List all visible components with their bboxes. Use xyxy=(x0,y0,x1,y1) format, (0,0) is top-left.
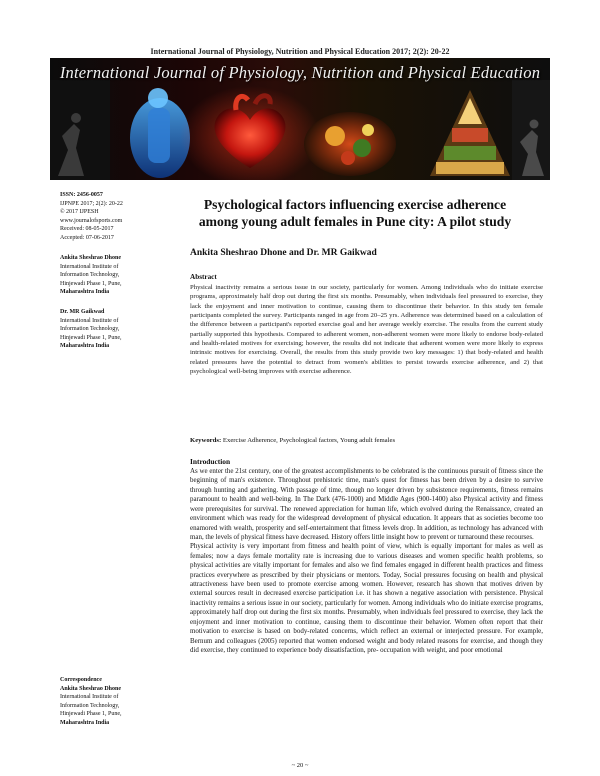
page-number: ~ 20 ~ xyxy=(291,762,309,769)
affiliation-line: Hinjewadi Phase 1, Pune, xyxy=(60,334,122,341)
article-authors: Ankita Sheshrao Dhone and Dr. MR Gaikwad xyxy=(190,248,377,258)
paragraph: Physical activity is very important from fitness and health point of view, which is equally important for males as well as females; now a days female mortality rate is increasing due to various diseases and women specific health problems, so physical activities are vitally important for females and also we find females engaged in different health practices and fitness practices everywhere as prescribed by their physicians or mentors. Today, Social pressures focusing on health and physical attractiveness have been used to promote exercise among women. However, research has shown that motives driven by external sources result in decreased exercise participation i.e. it has shown a negative association with persistence. Physical inactivity remains a serious issue in our society, particularly for women. Among individuals who do initiate exercise programs, approximately half drop out during the first six months. Presumably, when individuals feel pressured to exercise, they lack the enjoyment and inner motivation to continue, causing them to discontinue their behavior. Women often report that their motivation to exercise is based on body-related concerns, which reflect an external or interjected pressure. For example, Bernum and colleagues (2005) reported that women endorsed weight and body related reasons for exercise, and though they did exercise, they continued to experience body dissatisfaction, pre- occupation with weight, and poor emotional xyxy=(190,542,543,655)
keywords-label: Keywords: xyxy=(190,437,222,444)
author-affiliation-1 xyxy=(60,254,160,297)
banner-title: International Journal of Physiology, Nutrition and Physical Education xyxy=(59,63,541,82)
affiliation-line: Hinjewadi Phase 1, Pune, xyxy=(60,711,122,718)
affiliation-line: Maharashtra India xyxy=(60,343,110,350)
affiliation-line: International Institute of xyxy=(60,263,119,270)
author-name: Ankita Sheshrao Dhone xyxy=(60,255,122,261)
article-meta xyxy=(60,191,155,243)
affiliation-line: International Institute of xyxy=(60,317,119,324)
affiliation-line: Information Technology, xyxy=(60,272,120,279)
author-name: Dr. MR Gaikwad xyxy=(60,309,105,315)
keywords xyxy=(190,436,543,445)
affiliation-line: Information Technology, xyxy=(60,702,120,709)
journal-ref: IJPNPE 2017; 2(2): 20-22 xyxy=(60,200,123,207)
paragraph: As we enter the 21st century, one of the greatest accomplishments to be celebrated is the continuous pursuit of fitness since the beginning of man's existence. Throughout prehistoric time, man's quest for fitness has been driven by a desire to survive through hunting and gathering. With passage of time, though no longer driven by subsistence requirements, fitness remains paramount to health and well-being. In The Dark (476-1000) and Middle Ages (900-1400) also Physical activity and fitness were prerequisites for survival. The renewed appreciation for human life, which evolved during the Renaissance, created an environment which was ready for the widespread development of physical education. It appears that as societies become too enamored with wealth, prosperity and self-entertainment that fitness levels drop. In addition, as technology has advanced with man, the levels of physical fitness have decreased. History offers little insight how to prevent or turnaround these recourses. xyxy=(190,467,543,541)
abstract-text: Physical inactivity remains a serious issue in our society, particularly for women. Among individuals who do initiate exercise programs, approximately half drop out during the first six months. Presumably, when individuals feel pressured to exercise, they lack the enjoyment and inner motivation to continue, causing them to discontinue their behavior. In this study ten female participants completed the survey. Participants ranged in age from 20–25 yrs. Adherence was determined based on a calculation of the difference between a participant's reported exercise goal and her average weekly exercise. The results from the current study partially supported this hypothesis. Compared to adherent women, non-adherent women were more likely to endorse body-related and health-related motives for exercising; however, the results did not indicate that adherent women were more likely to express intrinsic motives for exercising. Overall, the results from this study provide two key messages: 1) that body-related and health related pressures have the potential to detract from women's abilities to persist towards exercise adherence, and 2) that psychological well-being improves with exercise adherence. xyxy=(190,284,543,376)
accepted-date: Accepted: 07-06-2017 xyxy=(60,234,114,241)
issn: ISSN: 2456-0057 xyxy=(60,192,103,198)
journal-banner xyxy=(50,58,550,180)
introduction-heading: Introduction xyxy=(190,457,231,466)
correspondence-name: Ankita Sheshrao Dhone xyxy=(60,685,122,692)
abstract-heading: Abstract xyxy=(190,273,217,281)
article-title: Psychological factors influencing exercise adherence among young adult females in Pune city: A pilot study xyxy=(198,197,512,229)
running-head: International Journal of Physiology, Nutrition and Physical Education 2017; 2(2): 20-22 xyxy=(150,47,450,56)
author-affiliation-2 xyxy=(60,308,160,351)
affiliation-line: Information Technology, xyxy=(60,326,120,333)
correspondence-label: Correspondence xyxy=(60,677,102,683)
copyright: © 2017 IJPESH xyxy=(60,209,99,216)
affiliation-line: Hinjewadi Phase 1, Pune, xyxy=(60,280,122,287)
website-link[interactable]: www.journalofsports.com xyxy=(60,217,123,224)
affiliation-line: International Institute of xyxy=(60,694,119,701)
affiliation-line: Maharashtra India xyxy=(60,719,110,726)
keywords-text: Exercise Adherence, Psychological factors, Young adult females xyxy=(222,437,396,444)
received-date: Received: 08-05-2017 xyxy=(60,226,114,233)
correspondence-block xyxy=(60,676,160,728)
introduction-body xyxy=(190,467,543,655)
affiliation-line: Maharashtra India xyxy=(60,289,110,296)
